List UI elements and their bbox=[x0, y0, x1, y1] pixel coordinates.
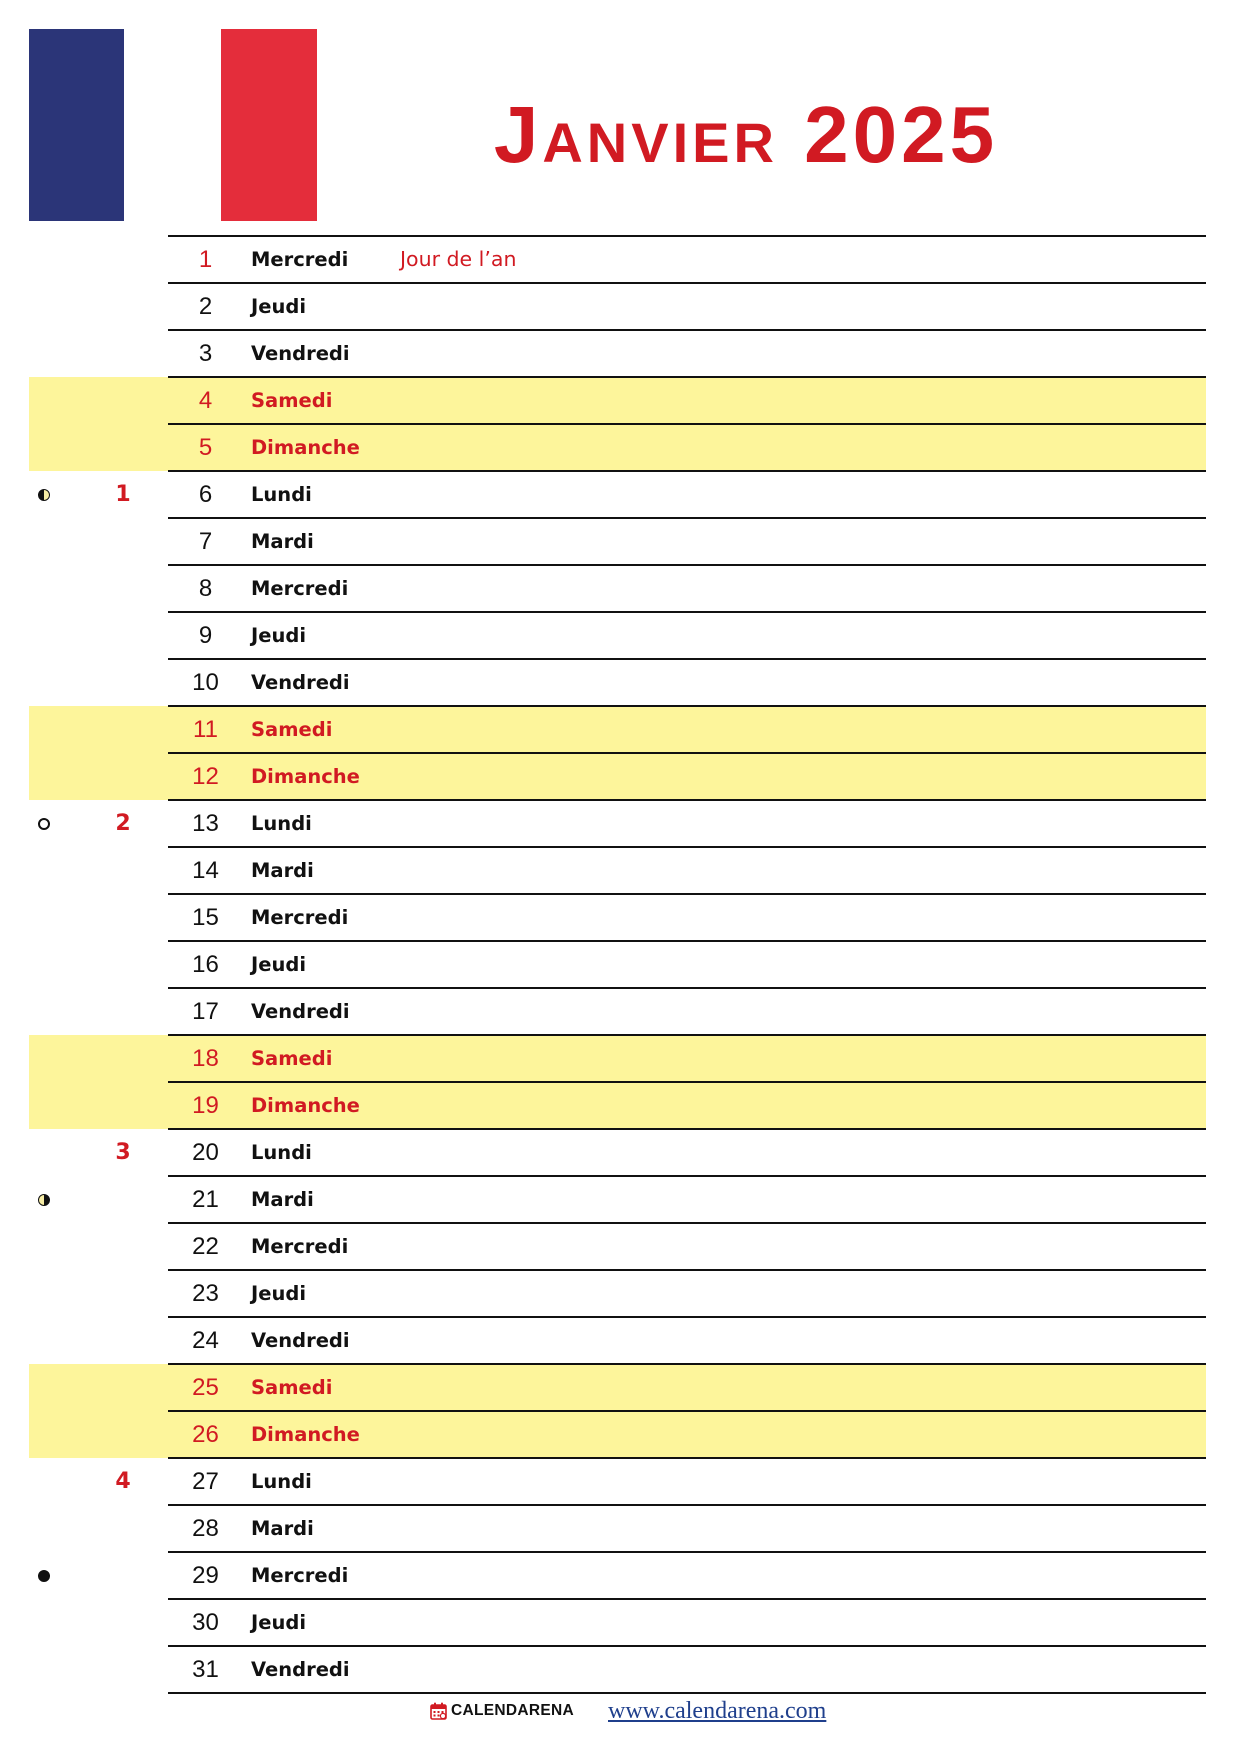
weekday-name: Vendredi bbox=[251, 1658, 350, 1681]
day-number: 5 bbox=[198, 434, 213, 461]
day-number: 21 bbox=[192, 1186, 219, 1213]
weekday-name: Dimanche bbox=[251, 436, 360, 459]
weekday-name: Samedi bbox=[251, 1047, 333, 1070]
day-row bbox=[29, 1599, 1206, 1646]
day-number: 9 bbox=[198, 622, 213, 649]
weekend-day-row bbox=[29, 377, 1206, 424]
day-row bbox=[29, 565, 1206, 612]
day-number: 1 bbox=[198, 246, 213, 273]
holiday-name: Jour de l’an bbox=[400, 247, 517, 271]
weekday-name: Lundi bbox=[251, 1470, 312, 1493]
day-number: 23 bbox=[192, 1280, 219, 1307]
weekday-name: Jeudi bbox=[251, 953, 307, 976]
weekday-name: Mardi bbox=[251, 1188, 314, 1211]
day-row bbox=[29, 330, 1206, 377]
day-row bbox=[29, 518, 1206, 565]
day-row bbox=[29, 894, 1206, 941]
day-row bbox=[29, 941, 1206, 988]
weekday-name: Mercredi bbox=[251, 248, 349, 271]
week-number: 3 bbox=[115, 1140, 131, 1165]
day-row bbox=[29, 1317, 1206, 1364]
day-row bbox=[29, 988, 1206, 1035]
day-number: 22 bbox=[192, 1233, 219, 1260]
day-number: 3 bbox=[198, 340, 213, 367]
weekday-name: Samedi bbox=[251, 718, 333, 741]
day-row bbox=[29, 612, 1206, 659]
day-list bbox=[29, 236, 1206, 1693]
day-number: 12 bbox=[192, 763, 219, 790]
day-row bbox=[29, 1176, 1206, 1223]
week-number: 1 bbox=[115, 482, 131, 507]
day-number: 25 bbox=[192, 1374, 219, 1401]
weekday-name: Jeudi bbox=[251, 1611, 307, 1634]
weekday-name: Mardi bbox=[251, 859, 314, 882]
day-number: 8 bbox=[198, 575, 213, 602]
full-moon-icon bbox=[38, 818, 50, 830]
day-row bbox=[29, 1552, 1206, 1599]
weekday-name: Dimanche bbox=[251, 1423, 360, 1446]
weekday-name: Dimanche bbox=[251, 765, 360, 788]
flag-red-stripe bbox=[221, 29, 317, 221]
day-number: 11 bbox=[193, 716, 218, 743]
day-row bbox=[29, 1505, 1206, 1552]
first-quarter-moon-icon bbox=[38, 489, 50, 501]
weekday-name: Jeudi bbox=[251, 1282, 307, 1305]
weekday-name: Vendredi bbox=[251, 1000, 350, 1023]
day-number: 27 bbox=[192, 1468, 219, 1495]
weekend-day-row bbox=[29, 1364, 1206, 1411]
last-quarter-moon-icon bbox=[38, 1194, 50, 1206]
day-row bbox=[29, 471, 1206, 518]
day-number: 15 bbox=[192, 904, 219, 931]
day-row bbox=[29, 1646, 1206, 1693]
day-number: 19 bbox=[192, 1092, 219, 1119]
website-link[interactable]: www.calendarena.com bbox=[608, 1698, 827, 1724]
day-number: 13 bbox=[192, 810, 219, 837]
day-row bbox=[29, 1129, 1206, 1176]
weekend-day-row bbox=[29, 1035, 1206, 1082]
weekday-name: Lundi bbox=[251, 483, 312, 506]
weekend-day-row bbox=[29, 753, 1206, 800]
day-number: 20 bbox=[192, 1139, 219, 1166]
day-row bbox=[29, 847, 1206, 894]
weekday-name: Mardi bbox=[251, 530, 314, 553]
week-number: 4 bbox=[115, 1469, 131, 1494]
day-row bbox=[29, 1270, 1206, 1317]
weekday-name: Jeudi bbox=[251, 624, 307, 647]
day-number: 17 bbox=[192, 998, 219, 1025]
day-number: 7 bbox=[198, 528, 213, 555]
weekday-name: Samedi bbox=[251, 1376, 333, 1399]
weekday-name: Mercredi bbox=[251, 1564, 349, 1587]
day-row bbox=[29, 1458, 1206, 1505]
new-moon-icon bbox=[38, 1570, 50, 1582]
weekday-name: Mercredi bbox=[251, 1235, 349, 1258]
day-number: 30 bbox=[192, 1609, 219, 1636]
day-row bbox=[29, 283, 1206, 330]
weekday-name: Mercredi bbox=[251, 906, 349, 929]
week-number: 2 bbox=[115, 811, 131, 836]
day-row bbox=[29, 800, 1206, 847]
calendar-icon bbox=[430, 1702, 447, 1720]
weekday-name: Vendredi bbox=[251, 1329, 350, 1352]
day-number: 26 bbox=[192, 1421, 219, 1448]
day-number: 24 bbox=[192, 1327, 219, 1354]
day-number: 2 bbox=[198, 293, 213, 320]
flag-blue-stripe bbox=[29, 29, 124, 221]
weekend-day-row bbox=[29, 1411, 1206, 1458]
day-number: 14 bbox=[192, 857, 219, 884]
weekend-day-row bbox=[29, 424, 1206, 471]
weekday-name: Mercredi bbox=[251, 577, 349, 600]
weekday-name: Mardi bbox=[251, 1517, 314, 1540]
weekday-name: Lundi bbox=[251, 812, 312, 835]
day-row bbox=[29, 1223, 1206, 1270]
weekday-name: Vendredi bbox=[251, 671, 350, 694]
day-number: 31 bbox=[192, 1656, 219, 1683]
page-title: Janvier 2025 bbox=[493, 90, 999, 179]
day-number: 29 bbox=[192, 1562, 219, 1589]
weekday-name: Vendredi bbox=[251, 342, 350, 365]
weekday-name: Jeudi bbox=[251, 295, 307, 318]
weekend-day-row bbox=[29, 1082, 1206, 1129]
weekday-name: Lundi bbox=[251, 1141, 312, 1164]
day-number: 4 bbox=[198, 387, 213, 414]
weekend-day-row bbox=[29, 706, 1206, 753]
day-number: 6 bbox=[198, 481, 213, 508]
holiday-day-row bbox=[29, 236, 1206, 283]
day-number: 18 bbox=[192, 1045, 219, 1072]
day-row bbox=[29, 659, 1206, 706]
day-number: 28 bbox=[192, 1515, 219, 1542]
weekday-name: Dimanche bbox=[251, 1094, 360, 1117]
day-number: 10 bbox=[192, 669, 219, 696]
brand-name: CALENDARENA bbox=[451, 1702, 574, 1719]
day-number: 16 bbox=[192, 951, 219, 978]
weekday-name: Samedi bbox=[251, 389, 333, 412]
